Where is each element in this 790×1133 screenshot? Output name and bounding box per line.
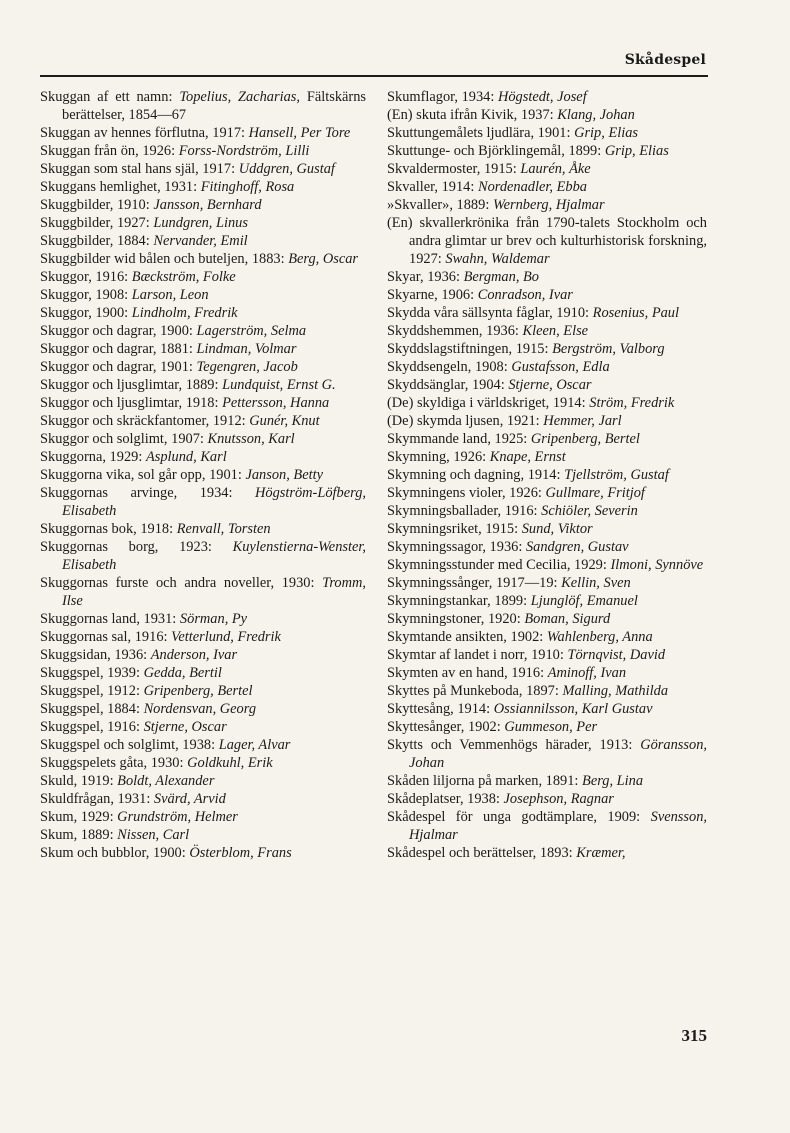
entry-title: Skum och bubblor, 1900: [40, 845, 186, 861]
index-entry [40, 142, 366, 160]
entry-author: Knutsson, Karl [207, 431, 295, 447]
entry-author: Vetterlund, Fredrik [171, 629, 281, 645]
entry-title: Skuggor och skräckfantomer, 1912: [40, 413, 246, 429]
entry-author: Gullmare, Fritjof [545, 485, 645, 501]
entry-title: Skymtar af landet i norr, 1910: [387, 647, 564, 663]
entry-author: Asplund, Karl [145, 449, 227, 465]
entry-title: Skådespel för unga godtämplare, 1909: [387, 809, 641, 825]
entry-title: »Skvaller», 1889: [387, 197, 490, 213]
entry-author: Lagerström, Selma [196, 323, 307, 339]
index-entry [40, 466, 366, 484]
entry-title: Skymning, 1926: [387, 449, 487, 465]
entry-title: Skuggor, 1916: [40, 269, 129, 285]
index-entry [40, 736, 366, 754]
header-rule [40, 75, 708, 77]
entry-title: Skuggor och ljusglimtar, 1918: [40, 395, 219, 411]
entry-author: Bergman, Bo [463, 269, 539, 285]
entry-author: Klang, Johan [557, 107, 635, 123]
entry-title: Skytts och Vemmenhögs härader, 1913: [387, 737, 633, 753]
entry-author: Janson, Betty [245, 467, 323, 483]
entry-author: Kræmer, [576, 845, 626, 861]
entry-title: Skuggbilder, 1910: [40, 197, 150, 213]
entry-title: Skuggornas bok, 1918: [40, 521, 174, 537]
index-entry [40, 826, 366, 844]
entry-title: Skymningssånger, 1917—19: [387, 575, 558, 591]
entry-author: Anderson, Ivar [150, 647, 238, 663]
entry-title: Skvaller, 1914: [387, 179, 475, 195]
index-entry [40, 790, 366, 808]
entry-title: Skuggspel och solglimt, 1938: [40, 737, 216, 753]
index-entry [40, 610, 366, 628]
index-entry [40, 718, 366, 736]
index-entry [40, 448, 366, 466]
entry-author: Fitinghoff, Rosa [200, 179, 295, 195]
index-entry [40, 178, 366, 196]
entry-author: Lindholm, Fredrik [131, 305, 238, 321]
entry-author: Bæckström, Folke [131, 269, 236, 285]
entry-author: Ilmoni, Synnöve [610, 557, 704, 573]
entry-title: Skuttungemålets ljudlära, 1901: [387, 125, 571, 141]
entry-title: Skymningstoner, 1920: [387, 611, 521, 627]
entry-title: Skyttes på Munkeboda, 1897: [387, 683, 559, 699]
entry-author: Ström, Fredrik [589, 395, 675, 411]
index-entry [40, 520, 366, 538]
entry-author: Forss-Nordström, Lilli [178, 143, 310, 159]
entry-title: Skumflagor, 1934: [387, 89, 495, 105]
index-entry [40, 232, 366, 250]
index-entry [387, 430, 707, 448]
index-entry [387, 736, 707, 772]
index-entry [40, 682, 366, 700]
entry-title: Skymningens violer, 1926: [387, 485, 542, 501]
index-entry [40, 700, 366, 718]
index-entry [40, 808, 366, 826]
entry-author: Svensson, Hjalmar [409, 809, 707, 843]
index-entry [387, 88, 707, 106]
entry-title: Skyttesång, 1914: [387, 701, 491, 717]
entry-title: Skuggbilder, 1884: [40, 233, 150, 249]
entry-author: Grundström, Helmer [117, 809, 238, 825]
entry-author: Gripenberg, Bertel [143, 683, 253, 699]
index-entry [387, 790, 707, 808]
entry-author: Pettersson, Hanna [222, 395, 330, 411]
entry-author: Kleen, Else [522, 323, 589, 339]
index-entry [387, 502, 707, 520]
index-entry [40, 538, 366, 574]
entry-title: Skuggan från ön, 1926: [40, 143, 176, 159]
entry-author: Nervander, Emil [153, 233, 248, 249]
index-entry [387, 556, 707, 574]
entry-title: Skuggans hemlighet, 1931: [40, 179, 198, 195]
index-entry [387, 394, 707, 412]
entry-author: Nordenadler, Ebba [477, 179, 587, 195]
index-entry [387, 520, 707, 538]
entry-author: Larson, Leon [131, 287, 209, 303]
entry-title: Skuggor och dagrar, 1901: [40, 359, 193, 375]
index-entry [387, 340, 707, 358]
entry-author: Gustafsson, Edla [511, 359, 610, 375]
right-column [387, 88, 707, 862]
entry-author: Topelius, Zacharias, [179, 89, 300, 105]
index-entry [387, 700, 707, 718]
index-entry [387, 106, 707, 124]
index-entry [40, 340, 366, 358]
index-entry [387, 358, 707, 376]
index-entry [387, 844, 707, 862]
entry-author: Grip, Elias [604, 143, 669, 159]
index-entry [387, 466, 707, 484]
index-entry [40, 196, 366, 214]
index-entry [387, 574, 707, 592]
entry-author: Renvall, Torsten [176, 521, 271, 537]
index-entry [40, 574, 366, 610]
entry-title: Skymningstankar, 1899: [387, 593, 528, 609]
entry-title: Skuggorna, 1929: [40, 449, 143, 465]
index-entry [387, 412, 707, 430]
entry-author: Wahlenberg, Anna [546, 629, 653, 645]
index-entry [387, 772, 707, 790]
entry-title: Skyarne, 1906: [387, 287, 475, 303]
index-entry [387, 592, 707, 610]
entry-title: Skymtande ansikten, 1902: [387, 629, 544, 645]
entry-author: Stjerne, Oscar [143, 719, 227, 735]
entry-title: Skuggspel, 1916: [40, 719, 140, 735]
index-entry [40, 160, 366, 178]
entry-author: Sandgren, Gustav [525, 539, 629, 555]
index-entry [387, 646, 707, 664]
entry-title: Skymningsriket, 1915: [387, 521, 519, 537]
entry-title: Skådespel och berättelser, 1893: [387, 845, 573, 861]
entry-author: Gunér, Knut [249, 413, 320, 429]
entry-author: Ljunglöf, Emanuel [530, 593, 638, 609]
entry-title: Skuggor och solglimt, 1907: [40, 431, 204, 447]
entry-title: Skum, 1889: [40, 827, 114, 843]
index-entry [387, 808, 707, 844]
entry-author: Aminoff, Ivan [547, 665, 627, 681]
index-entry [387, 718, 707, 736]
index-entry [387, 142, 707, 160]
entry-author: Österblom, Frans [189, 845, 292, 861]
index-entry [40, 646, 366, 664]
entry-title: Skuggspel, 1939: [40, 665, 140, 681]
entry-author: Knape, Ernst [489, 449, 566, 465]
index-entry [40, 376, 366, 394]
entry-title: Skuggor, 1900: [40, 305, 129, 321]
entry-title: Skvaldermoster, 1915: [387, 161, 517, 177]
entry-title: (De) skyldiga i världskriget, 1914: [387, 395, 586, 411]
entry-author: Nordensvan, Georg [143, 701, 257, 717]
entry-title: Skuggsidan, 1936: [40, 647, 148, 663]
entry-title: Skyar, 1936: [387, 269, 460, 285]
entry-title: Skuld, 1919: [40, 773, 114, 789]
entry-author: Uddgren, Gustaf [238, 161, 335, 177]
entry-title: Skuggspel, 1884: [40, 701, 140, 717]
index-entry [387, 214, 707, 268]
entry-title: Skuggorna vika, sol går opp, 1901: [40, 467, 242, 483]
entry-author: Goldkuhl, Erik [187, 755, 273, 771]
index-entry [40, 250, 366, 268]
entry-title: Skum, 1929: [40, 809, 114, 825]
entry-author: Malling, Mathilda [562, 683, 669, 699]
entry-author: Högstedt, Josef [497, 89, 587, 105]
index-entry [40, 124, 366, 142]
index-entry [387, 628, 707, 646]
entry-author: Tjellström, Gustaf [564, 467, 669, 483]
entry-title: Skyddslagstiftningen, 1915: [387, 341, 549, 357]
entry-title: Skuggor och dagrar, 1881: [40, 341, 193, 357]
entry-title: Skuggan som stal hans själ, 1917: [40, 161, 236, 177]
entry-title: (En) skvallerkrönika från 1790-talets Stockholm och andra glimtar ur brev och kulturhistorisk forskning, 1927: [387, 215, 707, 267]
entry-author: Berg, Oscar [288, 251, 359, 267]
index-entry [40, 844, 366, 862]
entry-title: Skuggspel, 1912: [40, 683, 140, 699]
entry-title: Skuggbilder wid bålen och buteljen, 1883: [40, 251, 285, 267]
index-entry [387, 196, 707, 214]
entry-author: Wernberg, Hjalmar [492, 197, 605, 213]
entry-author: Törnqvist, David [567, 647, 666, 663]
index-entry [40, 286, 366, 304]
entry-title: Skådeplatser, 1938: [387, 791, 500, 807]
index-entry [387, 322, 707, 340]
left-column [40, 88, 366, 862]
index-entry [40, 772, 366, 790]
index-entry [40, 430, 366, 448]
entry-author: Boldt, Alexander [117, 773, 215, 789]
entry-author: Lager, Alvar [218, 737, 291, 753]
entry-title: Skuggan af ett namn: [40, 89, 173, 105]
entry-title: Skyttesånger, 1902: [387, 719, 501, 735]
index-entry [40, 412, 366, 430]
entry-title: Skuggspelets gåta, 1930: [40, 755, 184, 771]
entry-title: Skuggor, 1908: [40, 287, 129, 303]
index-entry [40, 394, 366, 412]
entry-author: Jansson, Bernhard [153, 197, 262, 213]
entry-author: Kuylenstierna-Wenster, Elisabeth [62, 539, 366, 573]
entry-title: Skuggan av hennes förflutna, 1917: [40, 125, 246, 141]
entry-author: Tromm, Ilse [62, 575, 366, 609]
entry-author: Gummeson, Per [504, 719, 598, 735]
entry-title: Skuggornas borg, 1923: [40, 539, 212, 555]
entry-title: Skymmande land, 1925: [387, 431, 528, 447]
entry-author: Josephson, Ragnar [503, 791, 614, 807]
entry-author: Grip, Elias [574, 125, 639, 141]
entry-author: Ossiannilsson, Karl Gustav [493, 701, 653, 717]
entry-author: Conradson, Ivar [477, 287, 573, 303]
index-entry [387, 484, 707, 502]
index-entry [387, 304, 707, 322]
entry-author: Tegengren, Jacob [196, 359, 298, 375]
index-entry [40, 628, 366, 646]
entry-author: Swahn, Waldemar [445, 251, 550, 267]
entry-author: Gripenberg, Bertel [530, 431, 640, 447]
index-entry [387, 160, 707, 178]
entry-title: Skuggor och dagrar, 1900: [40, 323, 193, 339]
entry-author: Stjerne, Oscar [508, 377, 592, 393]
entry-author: Nissen, Carl [117, 827, 190, 843]
index-entry [40, 268, 366, 286]
index-entry [40, 358, 366, 376]
page-number: 315 [681, 1026, 707, 1045]
entry-author: Kellin, Sven [561, 575, 631, 591]
entry-author: Göransson, Johan [409, 737, 707, 771]
entry-title: Skuggornas arvinge, 1934: [40, 485, 233, 501]
entry-title: Skyddsänglar, 1904: [387, 377, 505, 393]
entry-title: Skymning och dagning, 1914: [387, 467, 561, 483]
entry-author: Laurén, Åke [520, 161, 591, 177]
entry-title: (En) skuta ifrån Kivik, 1937: [387, 107, 554, 123]
entry-title: Skuggornas sal, 1916: [40, 629, 168, 645]
entry-author: Schiöler, Severin [541, 503, 638, 519]
index-entry [387, 448, 707, 466]
entry-author: Boman, Sigurd [524, 611, 611, 627]
index-entry [387, 376, 707, 394]
index-entry [387, 178, 707, 196]
index-entry [387, 682, 707, 700]
index-entry [387, 664, 707, 682]
index-entry [387, 124, 707, 142]
entry-title: Skymningsstunder med Cecilia, 1929: [387, 557, 607, 573]
index-entry [40, 322, 366, 340]
entry-title: Skuldfrågan, 1931: [40, 791, 151, 807]
index-entry [40, 88, 366, 124]
entry-title: (De) skymda ljusen, 1921: [387, 413, 540, 429]
entry-author: Lundquist, Ernst G. [222, 377, 336, 393]
entry-author: Högström-Löfberg, Elisabeth [62, 485, 366, 519]
entry-title: Skuggornas land, 1931: [40, 611, 177, 627]
running-head: Skådespel [624, 52, 706, 68]
entry-title: Skymningsballader, 1916: [387, 503, 538, 519]
index-entry [40, 664, 366, 682]
entry-author: Berg, Lina [582, 773, 644, 789]
entry-title: Skåden liljorna på marken, 1891: [387, 773, 579, 789]
entry-title: Skuggbilder, 1927: [40, 215, 150, 231]
entry-title: Skymningssagor, 1936: [387, 539, 523, 555]
entry-title: Skuttunge- och Björklingemål, 1899: [387, 143, 602, 159]
index-entry [387, 268, 707, 286]
entry-author: Hemmer, Jarl [543, 413, 622, 429]
entry-title: Skyddsengeln, 1908: [387, 359, 508, 375]
index-entry [387, 610, 707, 628]
entry-author: Rosenius, Paul [592, 305, 679, 321]
index-entry [40, 214, 366, 232]
entry-author: Svärd, Arvid [153, 791, 226, 807]
entry-author: Bergström, Valborg [552, 341, 665, 357]
entry-author: Sörman, Py [179, 611, 248, 627]
entry-note: Fältskärns berättelser, 1854—67 [62, 89, 366, 123]
entry-author: Lindman, Volmar [196, 341, 297, 357]
entry-author: Hansell, Per Tore [248, 125, 351, 141]
entry-title: Skuggor och ljusglimtar, 1889: [40, 377, 219, 393]
entry-title: Skymten av en hand, 1916: [387, 665, 545, 681]
index-entry [387, 538, 707, 556]
index-entry [40, 304, 366, 322]
index-entry [40, 484, 366, 520]
entry-title: Skyddshemmen, 1936: [387, 323, 519, 339]
entry-title: Skuggornas furste och andra noveller, 1930: [40, 575, 315, 591]
index-entry [40, 754, 366, 772]
index-entry [387, 286, 707, 304]
entry-author: Gedda, Bertil [143, 665, 222, 681]
entry-author: Sund, Viktor [521, 521, 593, 537]
entry-title: Skydda våra sällsynta fåglar, 1910: [387, 305, 590, 321]
entry-author: Lundgren, Linus [153, 215, 248, 231]
